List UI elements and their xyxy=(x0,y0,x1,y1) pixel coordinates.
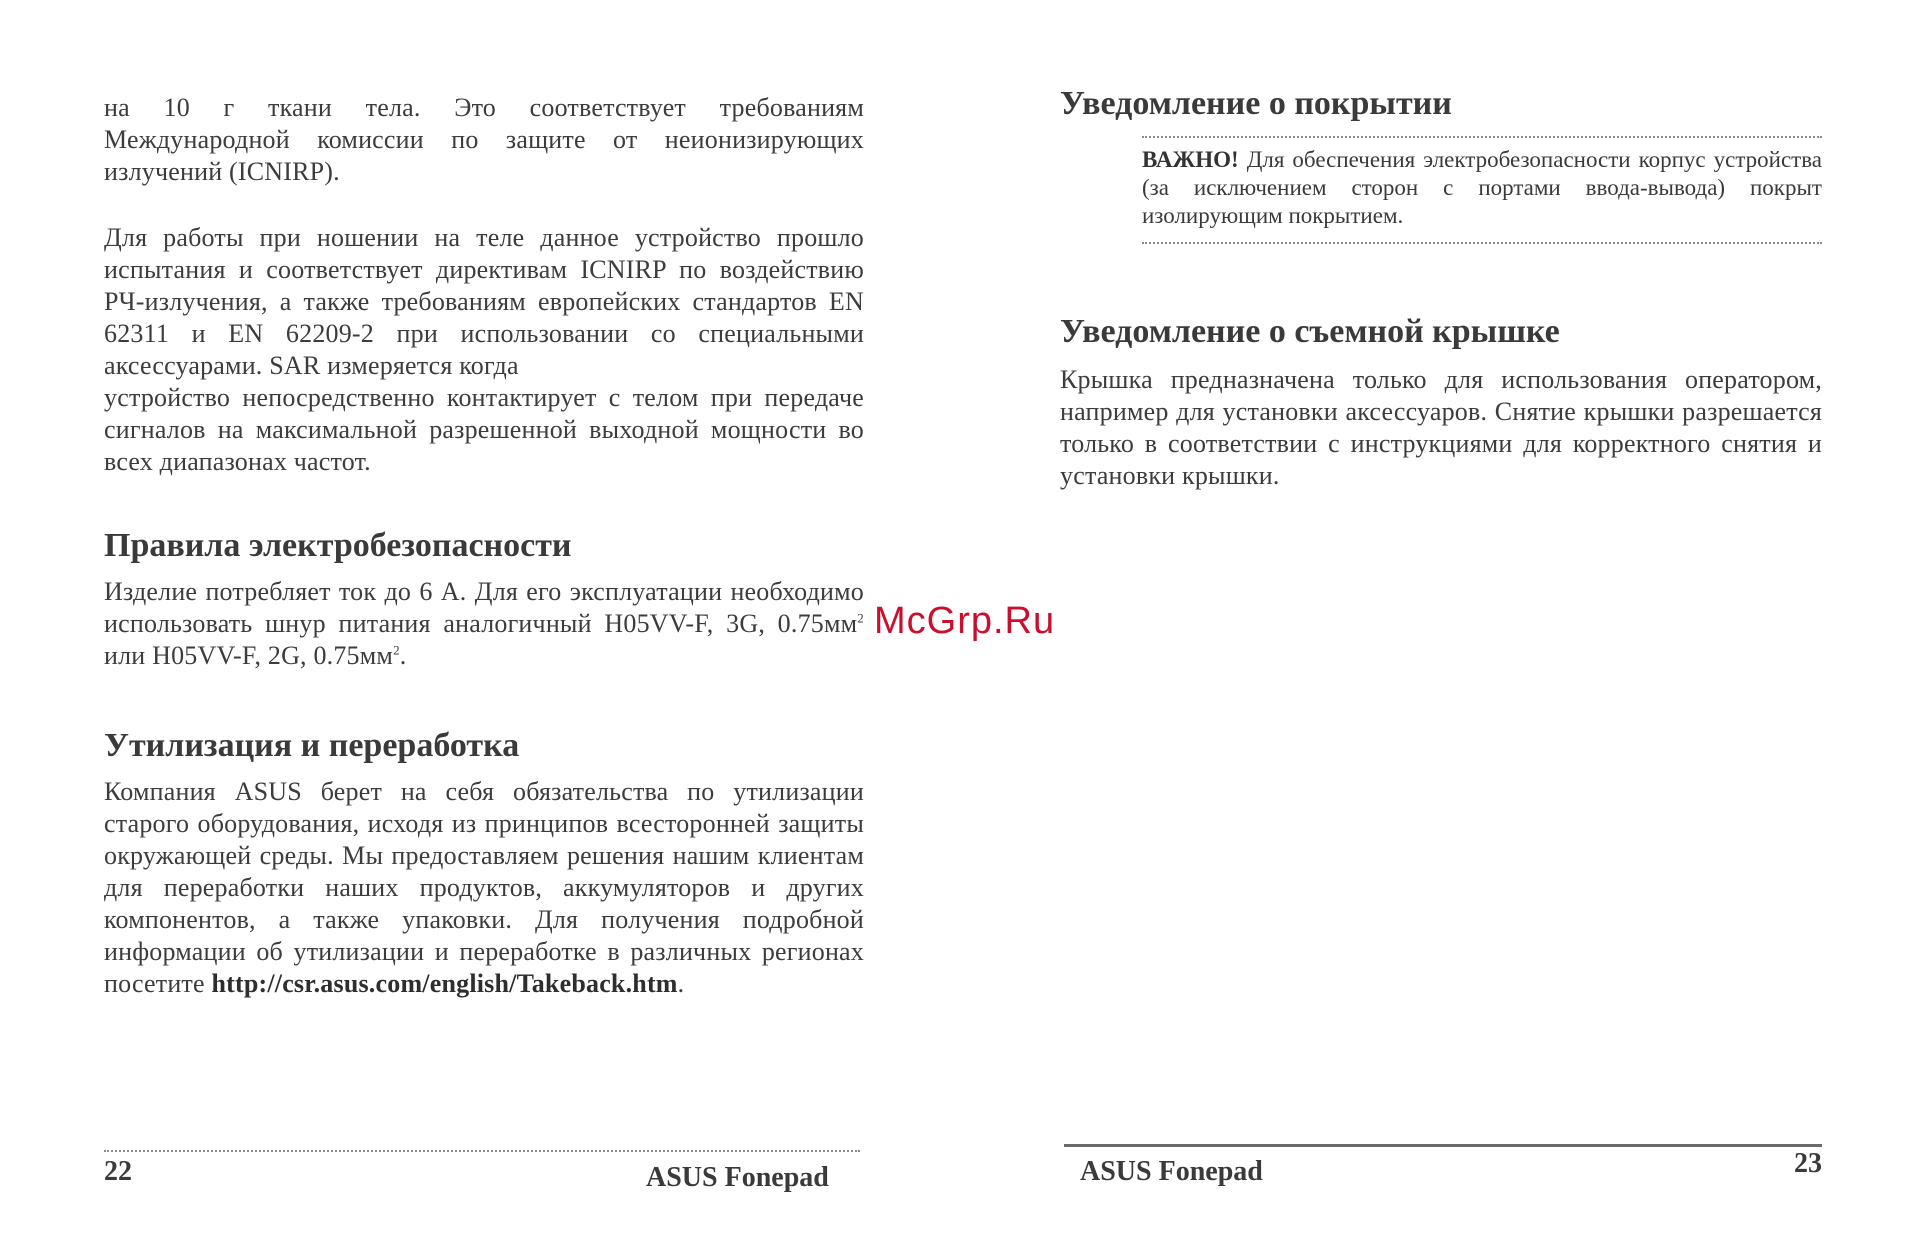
electrical-safety-text xyxy=(104,576,864,672)
body-worn-paragraph-1: Для работы при ношении на теле данное устройство прошло испытания и соответствует директивам ICNIRP по воздействию РЧ-излучения, а также требованиям европейских стандартов EN 62311 и EN 62209-2 при использовании со специальными аксессуарами. SAR измеряется когда xyxy=(104,223,864,380)
right-footer-product: ASUS Fonepad xyxy=(1080,1156,1263,1187)
important-note-text xyxy=(1142,146,1822,230)
important-text: Для обеспечения электробезопасности корпус устройства (за исключением сторон с портами ввода-вывода) покрыт изолирующим покрытием. xyxy=(1142,147,1822,228)
electrical-safety-text-end: . xyxy=(399,641,407,670)
left-footer-product: ASUS Fonepad xyxy=(646,1162,829,1193)
cover-notice-text: Крышка предназначена только для использования оператором, например для установки аксессуаров. Снятие крышки разрешается только в соответствии с инструкциями для корректного снятия и установки крышки. xyxy=(1060,365,1822,490)
right-footer-rule xyxy=(1064,1144,1822,1147)
electrical-safety-heading: Правила электробезопасности xyxy=(104,527,572,564)
superscript-2: 2 xyxy=(393,642,400,658)
right-page-number: 23 xyxy=(1794,1148,1822,1179)
left-footer-rule xyxy=(104,1150,860,1152)
cover-notice-section xyxy=(1060,312,1822,492)
coating-notice-heading: Уведомление о покрытии xyxy=(1060,85,1452,122)
takeback-link[interactable]: http://csr.asus.com/english/Takeback.htm xyxy=(211,969,678,998)
cover-notice-heading: Уведомление о съемной крышке xyxy=(1060,313,1560,350)
body-worn-paragraph-2: устройство непосредственно контактирует с телом при передаче сигналов на максимальной разрешенной выходной мощности во всех диапазонах частот. xyxy=(104,383,864,476)
intro-paragraph: на 10 г ткани тела. Это соответствует требованиям Международной комиссии по защите от неионизирующих излучений (ICNIRP). xyxy=(104,93,864,186)
left-page-number: 22 xyxy=(104,1156,132,1187)
coating-notice-section xyxy=(1060,84,1822,124)
site-watermark: McGrp.Ru xyxy=(874,600,1056,642)
electrical-safety-text-middle: или H05VV-F, 2G, 0.75мм xyxy=(104,641,394,670)
body-worn-block xyxy=(104,222,864,478)
important-note xyxy=(1142,146,1822,244)
electrical-safety-section xyxy=(104,526,864,672)
coating-notice-top-rule xyxy=(1142,136,1822,138)
recycling-section xyxy=(104,726,864,1000)
recycling-text xyxy=(104,776,864,1000)
recycling-text-main: Компания ASUS берет на себя обязательства по утилизации старого оборудования, исходя из принципов всесторонней защиты окружающей среды. Мы предоставляем решения нашим клиентам для переработки наших продуктов, аккумуляторов и других компонентов, а также упаковки. Для получения подробной информации об утилизации и переработке в различных регионах посетите xyxy=(104,777,864,998)
intro-block xyxy=(104,92,864,188)
electrical-safety-text-start: Изделие потребляет ток до 6 A. Для его эксплуатации необходимо использовать шнур питания аналогичный H05VV-F, 3G, 0.75мм xyxy=(104,577,864,638)
recycling-text-end: . xyxy=(677,969,685,998)
superscript-1: 2 xyxy=(857,610,864,626)
important-label: ВАЖНО! xyxy=(1142,147,1239,172)
recycling-heading: Утилизация и переработка xyxy=(104,727,520,764)
